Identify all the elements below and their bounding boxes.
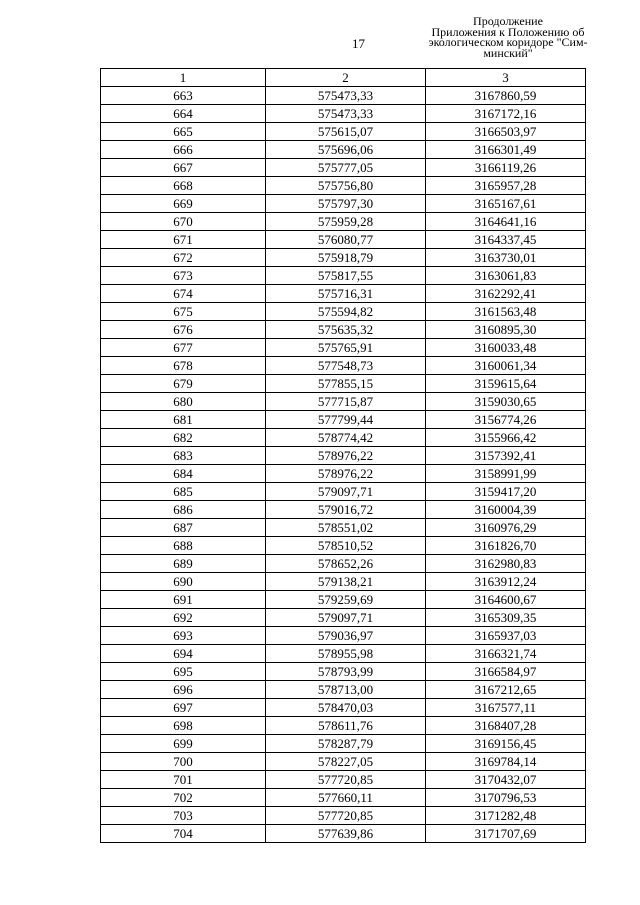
cell-x-coordinate: 579259,69 [266, 591, 426, 609]
table-row [101, 177, 586, 195]
cell-x-coordinate: 575959,28 [266, 213, 426, 231]
cell-x-coordinate: 575765,91 [266, 339, 426, 357]
cell-point-number: 695 [101, 663, 266, 681]
cell-x-coordinate: 578551,02 [266, 519, 426, 537]
table-row [101, 483, 586, 501]
cell-x-coordinate: 579036,97 [266, 627, 426, 645]
appendix-header-note [418, 16, 598, 58]
table-row [101, 717, 586, 735]
cell-y-coordinate: 3160033,48 [426, 339, 586, 357]
table-row [101, 645, 586, 663]
cell-point-number: 676 [101, 321, 266, 339]
cell-point-number: 702 [101, 789, 266, 807]
cell-y-coordinate: 3166584,97 [426, 663, 586, 681]
cell-y-coordinate: 3166119,26 [426, 159, 586, 177]
coordinates-table [100, 68, 586, 843]
table-row [101, 789, 586, 807]
table-row [101, 825, 586, 843]
cell-x-coordinate: 576080,77 [266, 231, 426, 249]
cell-point-number: 664 [101, 105, 266, 123]
cell-point-number: 667 [101, 159, 266, 177]
cell-x-coordinate: 578976,22 [266, 465, 426, 483]
table-row [101, 537, 586, 555]
table-row [101, 339, 586, 357]
cell-point-number: 701 [101, 771, 266, 789]
table-row [101, 195, 586, 213]
cell-point-number: 671 [101, 231, 266, 249]
cell-y-coordinate: 3166503,97 [426, 123, 586, 141]
cell-y-coordinate: 3165957,28 [426, 177, 586, 195]
cell-point-number: 681 [101, 411, 266, 429]
cell-x-coordinate: 575777,05 [266, 159, 426, 177]
cell-y-coordinate: 3163912,24 [426, 573, 586, 591]
table-row [101, 429, 586, 447]
page-number: 17 [352, 36, 365, 51]
cell-x-coordinate: 577720,85 [266, 771, 426, 789]
cell-x-coordinate: 578611,76 [266, 717, 426, 735]
cell-x-coordinate: 575594,82 [266, 303, 426, 321]
cell-x-coordinate: 577660,11 [266, 789, 426, 807]
table-row [101, 141, 586, 159]
table-row [101, 105, 586, 123]
cell-x-coordinate: 578470,03 [266, 699, 426, 717]
cell-y-coordinate: 3160061,34 [426, 357, 586, 375]
cell-x-coordinate: 578793,99 [266, 663, 426, 681]
cell-x-coordinate: 578955,98 [266, 645, 426, 663]
cell-point-number: 688 [101, 537, 266, 555]
table-row [101, 681, 586, 699]
header-note-line: Приложения к Положению об [431, 24, 585, 39]
cell-point-number: 679 [101, 375, 266, 393]
table-row [101, 249, 586, 267]
cell-x-coordinate: 578227,05 [266, 753, 426, 771]
header-note-line: экологическом коридоре "Сим- [428, 35, 588, 49]
header-note-line: минский" [483, 45, 533, 60]
column-header-x-coordinate: 2 [266, 69, 426, 87]
cell-point-number: 690 [101, 573, 266, 591]
table-row [101, 123, 586, 141]
cell-y-coordinate: 3165167,61 [426, 195, 586, 213]
cell-point-number: 670 [101, 213, 266, 231]
cell-x-coordinate: 575615,07 [266, 123, 426, 141]
cell-point-number: 699 [101, 735, 266, 753]
cell-y-coordinate: 3160976,29 [426, 519, 586, 537]
cell-x-coordinate: 578510,52 [266, 537, 426, 555]
cell-point-number: 682 [101, 429, 266, 447]
table-row [101, 213, 586, 231]
table-row [101, 573, 586, 591]
cell-y-coordinate: 3166301,49 [426, 141, 586, 159]
cell-x-coordinate: 575696,06 [266, 141, 426, 159]
cell-x-coordinate: 578713,00 [266, 681, 426, 699]
cell-y-coordinate: 3170796,53 [426, 789, 586, 807]
table-row [101, 663, 586, 681]
cell-point-number: 687 [101, 519, 266, 537]
cell-y-coordinate: 3171282,48 [426, 807, 586, 825]
cell-point-number: 677 [101, 339, 266, 357]
cell-point-number: 693 [101, 627, 266, 645]
cell-y-coordinate: 3166321,74 [426, 645, 586, 663]
table-row [101, 357, 586, 375]
header-note-line: Продолжение [473, 14, 543, 28]
cell-point-number: 694 [101, 645, 266, 663]
cell-y-coordinate: 3169156,45 [426, 735, 586, 753]
column-header-y-coordinate: 3 [426, 69, 586, 87]
cell-y-coordinate: 3164641,16 [426, 213, 586, 231]
cell-x-coordinate: 578976,22 [266, 447, 426, 465]
table-row [101, 591, 586, 609]
cell-y-coordinate: 3167860,59 [426, 87, 586, 105]
table-row [101, 303, 586, 321]
cell-x-coordinate: 578774,42 [266, 429, 426, 447]
cell-y-coordinate: 3163061,83 [426, 267, 586, 285]
table-row [101, 465, 586, 483]
cell-x-coordinate: 575817,55 [266, 267, 426, 285]
cell-y-coordinate: 3162292,41 [426, 285, 586, 303]
cell-x-coordinate: 575473,33 [266, 87, 426, 105]
cell-point-number: 704 [101, 825, 266, 843]
cell-y-coordinate: 3170432,07 [426, 771, 586, 789]
cell-point-number: 685 [101, 483, 266, 501]
cell-x-coordinate: 578652,26 [266, 555, 426, 573]
cell-point-number: 666 [101, 141, 266, 159]
cell-x-coordinate: 579138,21 [266, 573, 426, 591]
table-row [101, 447, 586, 465]
cell-y-coordinate: 3158991,99 [426, 465, 586, 483]
cell-y-coordinate: 3168407,28 [426, 717, 586, 735]
cell-x-coordinate: 575918,79 [266, 249, 426, 267]
cell-point-number: 668 [101, 177, 266, 195]
table-row [101, 735, 586, 753]
table-row [101, 393, 586, 411]
table-row [101, 321, 586, 339]
table-row [101, 609, 586, 627]
column-header-point-number: 1 [101, 69, 266, 87]
table-row [101, 267, 586, 285]
table-row [101, 501, 586, 519]
cell-point-number: 692 [101, 609, 266, 627]
cell-x-coordinate: 575635,32 [266, 321, 426, 339]
cell-y-coordinate: 3160895,30 [426, 321, 586, 339]
cell-x-coordinate: 575756,80 [266, 177, 426, 195]
cell-point-number: 665 [101, 123, 266, 141]
table-row [101, 627, 586, 645]
table-row [101, 753, 586, 771]
cell-x-coordinate: 575473,33 [266, 105, 426, 123]
cell-point-number: 678 [101, 357, 266, 375]
cell-point-number: 680 [101, 393, 266, 411]
cell-x-coordinate: 577548,73 [266, 357, 426, 375]
cell-point-number: 696 [101, 681, 266, 699]
cell-x-coordinate: 577799,44 [266, 411, 426, 429]
cell-y-coordinate: 3159615,64 [426, 375, 586, 393]
cell-point-number: 698 [101, 717, 266, 735]
cell-point-number: 683 [101, 447, 266, 465]
table-row [101, 699, 586, 717]
table-row [101, 87, 586, 105]
cell-point-number: 686 [101, 501, 266, 519]
cell-y-coordinate: 3162980,83 [426, 555, 586, 573]
cell-x-coordinate: 575797,30 [266, 195, 426, 213]
cell-y-coordinate: 3171707,69 [426, 825, 586, 843]
table-row [101, 375, 586, 393]
cell-y-coordinate: 3167212,65 [426, 681, 586, 699]
cell-point-number: 697 [101, 699, 266, 717]
table-header-row [101, 69, 586, 87]
table-row [101, 771, 586, 789]
table-row [101, 555, 586, 573]
table-row [101, 285, 586, 303]
cell-point-number: 663 [101, 87, 266, 105]
cell-point-number: 689 [101, 555, 266, 573]
cell-y-coordinate: 3157392,41 [426, 447, 586, 465]
cell-x-coordinate: 577639,86 [266, 825, 426, 843]
cell-x-coordinate: 579097,71 [266, 609, 426, 627]
cell-y-coordinate: 3155966,42 [426, 429, 586, 447]
cell-y-coordinate: 3165309,35 [426, 609, 586, 627]
cell-y-coordinate: 3164600,67 [426, 591, 586, 609]
cell-x-coordinate: 577855,15 [266, 375, 426, 393]
cell-y-coordinate: 3167172,16 [426, 105, 586, 123]
cell-y-coordinate: 3160004,39 [426, 501, 586, 519]
cell-x-coordinate: 578287,79 [266, 735, 426, 753]
table-row [101, 807, 586, 825]
cell-point-number: 684 [101, 465, 266, 483]
cell-y-coordinate: 3159030,65 [426, 393, 586, 411]
cell-x-coordinate: 575716,31 [266, 285, 426, 303]
cell-point-number: 672 [101, 249, 266, 267]
cell-y-coordinate: 3167577,11 [426, 699, 586, 717]
table-row [101, 159, 586, 177]
cell-point-number: 674 [101, 285, 266, 303]
cell-point-number: 700 [101, 753, 266, 771]
cell-y-coordinate: 3161563,48 [426, 303, 586, 321]
cell-y-coordinate: 3163730,01 [426, 249, 586, 267]
cell-point-number: 703 [101, 807, 266, 825]
cell-point-number: 691 [101, 591, 266, 609]
cell-x-coordinate: 579016,72 [266, 501, 426, 519]
cell-point-number: 675 [101, 303, 266, 321]
table-row [101, 411, 586, 429]
cell-y-coordinate: 3156774,26 [426, 411, 586, 429]
table-body [101, 87, 586, 843]
table-row [101, 519, 586, 537]
cell-y-coordinate: 3164337,45 [426, 231, 586, 249]
cell-x-coordinate: 579097,71 [266, 483, 426, 501]
cell-y-coordinate: 3169784,14 [426, 753, 586, 771]
cell-x-coordinate: 577720,85 [266, 807, 426, 825]
cell-y-coordinate: 3159417,20 [426, 483, 586, 501]
cell-y-coordinate: 3165937,03 [426, 627, 586, 645]
table-row [101, 231, 586, 249]
cell-x-coordinate: 577715,87 [266, 393, 426, 411]
cell-point-number: 669 [101, 195, 266, 213]
cell-y-coordinate: 3161826,70 [426, 537, 586, 555]
cell-point-number: 673 [101, 267, 266, 285]
